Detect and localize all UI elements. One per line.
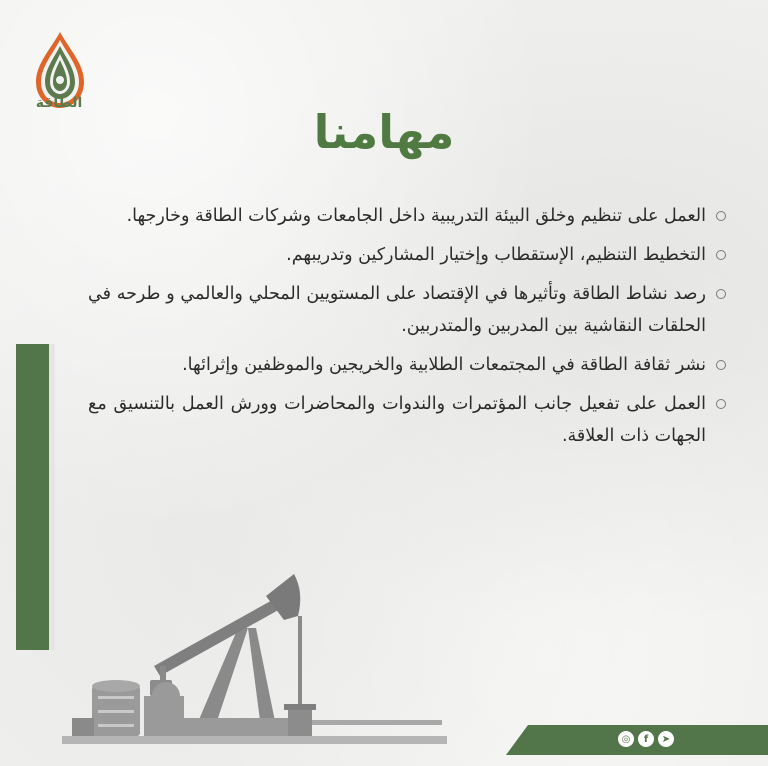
circle-bullet-icon: [716, 211, 726, 221]
telegram-icon[interactable]: ➤: [658, 731, 674, 747]
task-list: [88, 200, 724, 459]
facebook-icon[interactable]: f: [638, 731, 654, 747]
task-text: التخطيط التنظيم، الإستقطاب وإختيار المشاركين وتدريبهم.: [286, 245, 706, 265]
list-item: [88, 239, 724, 271]
list-item: [88, 349, 724, 381]
task-text: العمل على تفعيل جانب المؤتمرات والندوات والمحاضرات وورش العمل بالتنسيق مع الجهات ذات العلاقة.: [88, 394, 706, 446]
list-item: [88, 200, 724, 232]
circle-bullet-icon: [716, 399, 726, 409]
task-text: العمل على تنظيم وخلق البيئة التدريبية داخل الجامعات وشركات الطاقة وخارجها.: [126, 206, 706, 226]
page-title: مهامنا: [313, 105, 455, 159]
left-accent-bar: [16, 344, 49, 650]
circle-bullet-icon: [716, 360, 726, 370]
task-text: نشر ثقافة الطاقة في المجتمعات الطلابية والخريجين والموظفين وإثرائها.: [182, 355, 706, 375]
task-text: رصد نشاط الطاقة وتأثيرها في الإقتصاد على المستويين المحلي والعالمي و طرحه في الحلقات النقاشية بين المدربين والمتدربين.: [88, 284, 706, 336]
logo-wordmark: الطاقة: [35, 95, 83, 111]
oil-pump-jack-icon: [62, 568, 447, 748]
list-item: [88, 388, 724, 452]
circle-bullet-icon: [716, 289, 726, 299]
circle-bullet-icon: [716, 250, 726, 260]
instagram-icon[interactable]: ◎: [618, 731, 634, 747]
list-item: [88, 278, 724, 342]
social-links: [618, 731, 674, 747]
left-accent-stripe: [49, 344, 55, 650]
